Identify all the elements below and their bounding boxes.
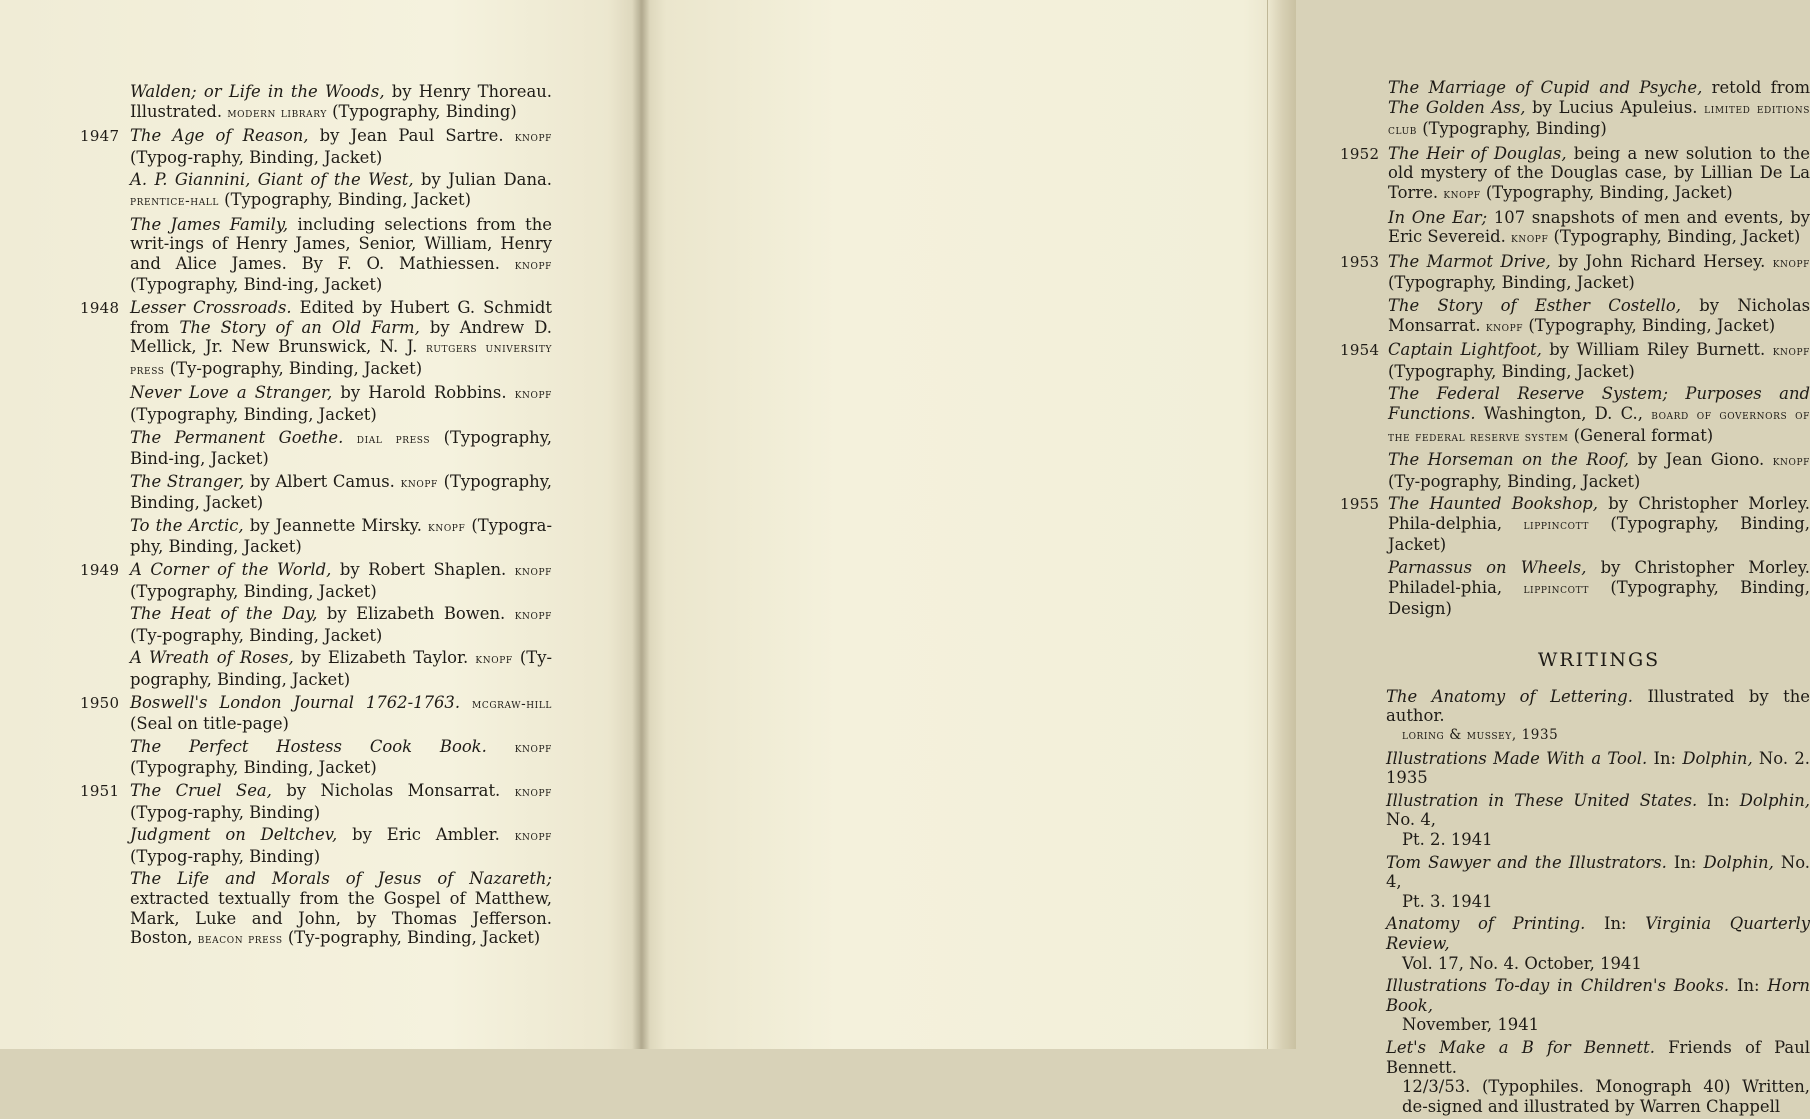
entry-publisher: knopf	[514, 828, 552, 845]
entry-publisher: knopf	[475, 651, 513, 668]
entry-text: by Christopher Morley. Philadel-phia,	[1388, 558, 1810, 597]
entry-credits: (Typography, Binding, Jacket)	[130, 471, 552, 513]
writing-text: In:	[1585, 914, 1646, 934]
writing-title: Anatomy of Printing.	[1386, 914, 1586, 934]
entry-title: Judgment on Deltchev,	[130, 825, 338, 845]
writing-entry	[1340, 853, 1810, 912]
entry-credits: (Ty-pography, Binding, Jacket)	[282, 928, 541, 948]
entry-publisher: modern library	[227, 104, 327, 121]
entry-text: by Henry Thoreau. Illustrated.	[130, 82, 553, 121]
writing-entry	[1340, 914, 1810, 973]
entry-title: The Heir of Douglas,	[1388, 143, 1567, 163]
entry-credits: (Typography, Binding, Jacket)	[1480, 182, 1733, 202]
entry-credits: (Typography, Binding, Jacket)	[130, 581, 377, 601]
bibliography-entry	[80, 298, 552, 380]
entry-title: Boswell's London Journal 1762-1763.	[130, 692, 461, 712]
writing-title: Let's Make a B for Bennett.	[1386, 1037, 1655, 1057]
right-page-column	[1340, 78, 1810, 1119]
entry-text: by Eric Ambler.	[337, 825, 515, 845]
entry-publisher: limited editions club	[1388, 100, 1810, 139]
bibliography-entry	[1340, 340, 1810, 381]
entry-text: by Jeannette Mirsky.	[243, 515, 429, 535]
bibliography-entry	[80, 170, 552, 211]
bibliography-entry	[1340, 78, 1810, 141]
entry-text: by Jean Paul Sartre.	[308, 126, 515, 146]
entry-title: The Age of Reason,	[130, 126, 309, 146]
entry-title: The Marmot Drive,	[1388, 251, 1551, 271]
entry-credits: (Ty-pography, Binding, Jacket)	[130, 625, 383, 645]
entry-text: Edited by Hubert G. Schmidt from	[130, 297, 552, 337]
writing-source: Dolphin,	[1703, 852, 1774, 872]
entry-publisher: beacon press	[197, 931, 283, 948]
entry-title: The Golden Ass,	[1388, 97, 1526, 117]
entry-text: by John Richard Hersey.	[1550, 251, 1773, 271]
entry-title: The Story of Esther Costello,	[1388, 295, 1681, 315]
entry-text: extracted textually from the Gospel of Matthew, Mark, Luke and John, by Thomas Jefferson. Boston,	[130, 888, 552, 948]
entry-title: The Story of an Old Farm,	[179, 317, 420, 337]
entry-publisher: knopf	[514, 739, 552, 756]
entry-year: 1954	[1340, 341, 1380, 360]
entry-publisher: knopf	[1772, 254, 1810, 271]
entry-year: 1947	[80, 127, 120, 146]
bibliography-entry	[80, 215, 552, 295]
entry-publisher: lippincott	[1523, 516, 1589, 533]
writing-title: Illustrations To-day in Children's Books.	[1386, 976, 1730, 996]
entry-credits: (Typog-raphy, Binding)	[130, 802, 321, 822]
entry-title: In One Ear;	[1388, 207, 1488, 227]
entry-publisher: knopf	[400, 474, 438, 491]
bibliography-entry	[80, 604, 552, 645]
entry-publisher: knopf	[514, 386, 552, 403]
bibliography-entry	[1340, 450, 1810, 491]
writing-text: In:	[1729, 976, 1768, 996]
entry-title: The Federal Reserve System; Purposes and Functions.	[1388, 384, 1810, 423]
entry-year: 1952	[1340, 144, 1380, 163]
entry-text	[343, 428, 356, 447]
writing-text: Friends of Paul Bennett.	[1386, 1037, 1810, 1077]
bibliography-entry	[80, 516, 552, 557]
writing-continuation: November, 1941	[1402, 1015, 1540, 1035]
entry-publisher: board of governors of the federal reserve system	[1388, 406, 1810, 445]
entry-credits: (Typography, Binding, Jacket)	[218, 189, 471, 209]
entry-credits: (Typog-raphy, Binding, Jacket)	[130, 147, 383, 167]
writing-source: Virginia Quarterly Review,	[1386, 914, 1810, 953]
writing-continuation: 12/3/53. (Typophiles. Monograph 40) Written, de-signed and illustrated by Warren Chappell	[1402, 1077, 1810, 1116]
entry-credits: (Typography, Binding, Jacket)	[130, 404, 377, 424]
entry-year: 1953	[1340, 252, 1380, 271]
entry-credits: (Typography, Binding, Design)	[1388, 577, 1810, 619]
entry-title: A Wreath of Roses,	[130, 648, 294, 668]
entry-title: Parnassus on Wheels,	[1388, 558, 1587, 578]
entry-title: The Life and Morals of Jesus of Nazareth;	[130, 869, 552, 889]
entry-title: To the Arctic,	[130, 515, 244, 535]
bibliography-entry	[80, 781, 552, 822]
entry-text: by Lucius Apuleius.	[1525, 97, 1705, 117]
bibliography-entry	[80, 693, 552, 734]
page-edge	[1267, 0, 1296, 1049]
writing-text: In:	[1697, 790, 1740, 810]
right-page	[640, 0, 1810, 1116]
entry-title: Captain Lightfoot,	[1388, 340, 1542, 360]
entry-text: by Albert Camus.	[244, 471, 401, 491]
entry-publisher: knopf	[1443, 185, 1481, 202]
entry-publisher: knopf	[1511, 230, 1549, 247]
bibliography-entry	[80, 126, 552, 167]
entry-title: Never Love a Stranger,	[130, 383, 333, 403]
entry-title: A Corner of the World,	[130, 560, 332, 580]
entry-text: by Robert Shaplen.	[331, 560, 515, 580]
entry-publisher: knopf	[514, 563, 552, 580]
bibliography-entry	[1340, 384, 1810, 447]
entry-publisher: knopf	[1485, 318, 1524, 335]
entry-title: The Horseman on the Roof,	[1388, 450, 1630, 470]
entry-credits: (Typography, Binding, Jacket)	[1388, 513, 1810, 555]
entry-credits: (Typography, Binding, Jacket)	[130, 758, 377, 778]
bibliography-entry	[1340, 252, 1810, 293]
writing-continuation: Pt. 2. 1941	[1402, 830, 1493, 849]
writing-continuation: Pt. 3. 1941	[1402, 891, 1493, 911]
entry-publisher: knopf	[514, 607, 552, 624]
bibliography-entry	[80, 737, 552, 778]
entry-year: 1950	[80, 693, 120, 712]
entry-text: by Andrew D. Mellick, Jr. New Brunswick, N. J.	[130, 317, 552, 357]
writing-entry	[1340, 687, 1810, 746]
entry-credits: (Typography, Bind-ing, Jacket)	[130, 427, 552, 469]
entry-publisher: rutgers university press	[130, 340, 552, 378]
left-page-column	[80, 82, 552, 953]
entry-publisher: mcgraw-hill	[472, 695, 552, 712]
bibliography-entry	[80, 82, 552, 123]
entry-year: 1951	[80, 782, 120, 800]
writing-text: In:	[1666, 852, 1704, 872]
entry-title: The Perfect Hostess Cook Book.	[130, 736, 487, 756]
writing-issue: No. 2. 1935	[1386, 748, 1810, 788]
entry-publisher: knopf	[514, 784, 552, 800]
writing-source: Dolphin,	[1739, 790, 1810, 810]
writing-continuation: loring & mussey, 1935	[1402, 727, 1559, 744]
entry-text: being a new solution to the old mystery of the Douglas case, by Lillian De La Torre.	[1388, 143, 1810, 202]
entry-credits: (General format)	[1568, 425, 1714, 445]
writing-source: Dolphin,	[1682, 748, 1753, 768]
writings-heading: WRITINGS	[1537, 648, 1661, 671]
bibliography-entry	[80, 648, 552, 689]
bibliography-entry	[1340, 558, 1810, 619]
entry-publisher: knopf	[1772, 453, 1810, 470]
entry-text	[487, 737, 515, 756]
entry-text: including selections from the writ-ings of Henry James, Senior, William, Henry and Alice James. By F. O. Mathiessen.	[130, 214, 552, 273]
entry-title: The Cruel Sea,	[130, 781, 272, 800]
entry-publisher: knopf	[514, 256, 552, 273]
writing-source: Horn Book,	[1386, 976, 1810, 1015]
entry-title: The Heat of the Day,	[130, 604, 318, 624]
writing-title: Illustration in These United States.	[1386, 790, 1698, 810]
entry-publisher: knopf	[1772, 343, 1810, 360]
entry-text: by Julian Dana.	[413, 170, 552, 190]
entry-credits: (Typography, Binding, Jacket)	[1388, 273, 1635, 293]
left-page	[0, 0, 640, 1049]
entry-text: 107 snapshots of men and events, by Eric Severeid.	[1388, 207, 1810, 247]
entry-text: by William Riley Burnett.	[1541, 340, 1773, 360]
entry-year: 1949	[80, 561, 120, 580]
bibliography-entry	[80, 869, 552, 949]
entry-text: by Christopher Morley. Phila-delphia,	[1388, 494, 1810, 533]
entry-title: A. P. Giannini, Giant of the West,	[130, 170, 414, 190]
entry-text: by Elizabeth Bowen.	[317, 604, 515, 624]
entry-publisher: knopf	[514, 129, 552, 146]
writing-entry	[1340, 749, 1810, 788]
bibliography-entry	[80, 825, 552, 866]
entry-text: Washington, D. C.,	[1475, 403, 1652, 423]
entry-title: The Haunted Bookshop,	[1388, 494, 1598, 514]
entry-publisher: knopf	[428, 518, 466, 535]
writing-entry	[1340, 976, 1810, 1035]
entry-credits: (Typography, Binding, Jacket)	[1388, 361, 1635, 381]
entry-credits: (Typography, Binding, Jacket)	[1523, 315, 1776, 335]
entry-credits: (Seal on title-page)	[130, 714, 289, 734]
entry-year: 1955	[1340, 495, 1380, 514]
entry-title: Lesser Crossroads.	[130, 297, 292, 317]
entry-publisher: lippincott	[1523, 580, 1589, 597]
entry-credits: (Ty-pography, Binding, Jacket)	[1388, 471, 1641, 491]
entry-text: by Jean Giono.	[1629, 450, 1773, 470]
entry-credits: (Ty-pography, Binding, Jacket)	[130, 648, 552, 690]
writing-entry	[1340, 1038, 1810, 1116]
book-gutter	[632, 0, 650, 1049]
writing-issue: No. 4,	[1386, 852, 1810, 892]
bibliography-entry	[80, 383, 552, 424]
entry-year: 1948	[80, 298, 120, 317]
entry-text: by Harold Robbins.	[332, 383, 515, 403]
writing-continuation: Vol. 17, No. 4. October, 1941	[1402, 953, 1642, 973]
entry-credits: (Typog-raphy, Binding)	[130, 846, 321, 866]
entry-credits: (Typography, Binding)	[326, 101, 517, 121]
entry-text: by Nicholas Monsarrat.	[271, 781, 515, 800]
entry-title: The Stranger,	[130, 471, 245, 491]
bibliography-entry	[80, 472, 552, 513]
entry-text: retold from	[1702, 78, 1810, 97]
bibliography-entry	[80, 428, 552, 469]
writing-text: Illustrated by the author.	[1386, 686, 1810, 726]
bibliography-entry	[1340, 208, 1810, 249]
writing-text: In:	[1647, 748, 1683, 768]
entry-text	[460, 693, 472, 712]
writing-entry	[1340, 791, 1810, 850]
entry-publisher: prentice-hall	[130, 192, 219, 209]
entry-credits: (Typography, Binding)	[1416, 119, 1607, 139]
bibliography-entry	[1340, 296, 1810, 337]
entry-publisher: dial press	[356, 430, 431, 447]
bibliography-entry	[80, 560, 552, 601]
writing-title: Illustrations Made With a Tool.	[1386, 748, 1648, 768]
writing-title: The Anatomy of Lettering.	[1386, 686, 1633, 706]
entry-text: by Elizabeth Taylor.	[293, 648, 476, 668]
bibliography-entry	[1340, 494, 1810, 555]
writing-issue: No. 4,	[1386, 810, 1436, 830]
entry-text: by Nicholas Monsarrat.	[1388, 295, 1810, 335]
entry-title: Walden; or Life in the Woods,	[130, 82, 385, 101]
entry-credits: (Typography, Bind-ing, Jacket)	[130, 275, 383, 295]
entry-credits: (Typography, Binding, Jacket)	[1548, 227, 1801, 247]
writing-title: Tom Sawyer and the Illustrators.	[1386, 852, 1667, 872]
entry-title: The James Family,	[130, 214, 289, 234]
entry-title: The Permanent Goethe.	[130, 427, 344, 447]
entry-credits: (Typogra-phy, Binding, Jacket)	[130, 515, 552, 557]
bibliography-entry	[1340, 144, 1810, 205]
entry-credits: (Ty-pography, Binding, Jacket)	[164, 358, 423, 378]
entry-title: The Marriage of Cupid and Psyche,	[1388, 78, 1703, 97]
